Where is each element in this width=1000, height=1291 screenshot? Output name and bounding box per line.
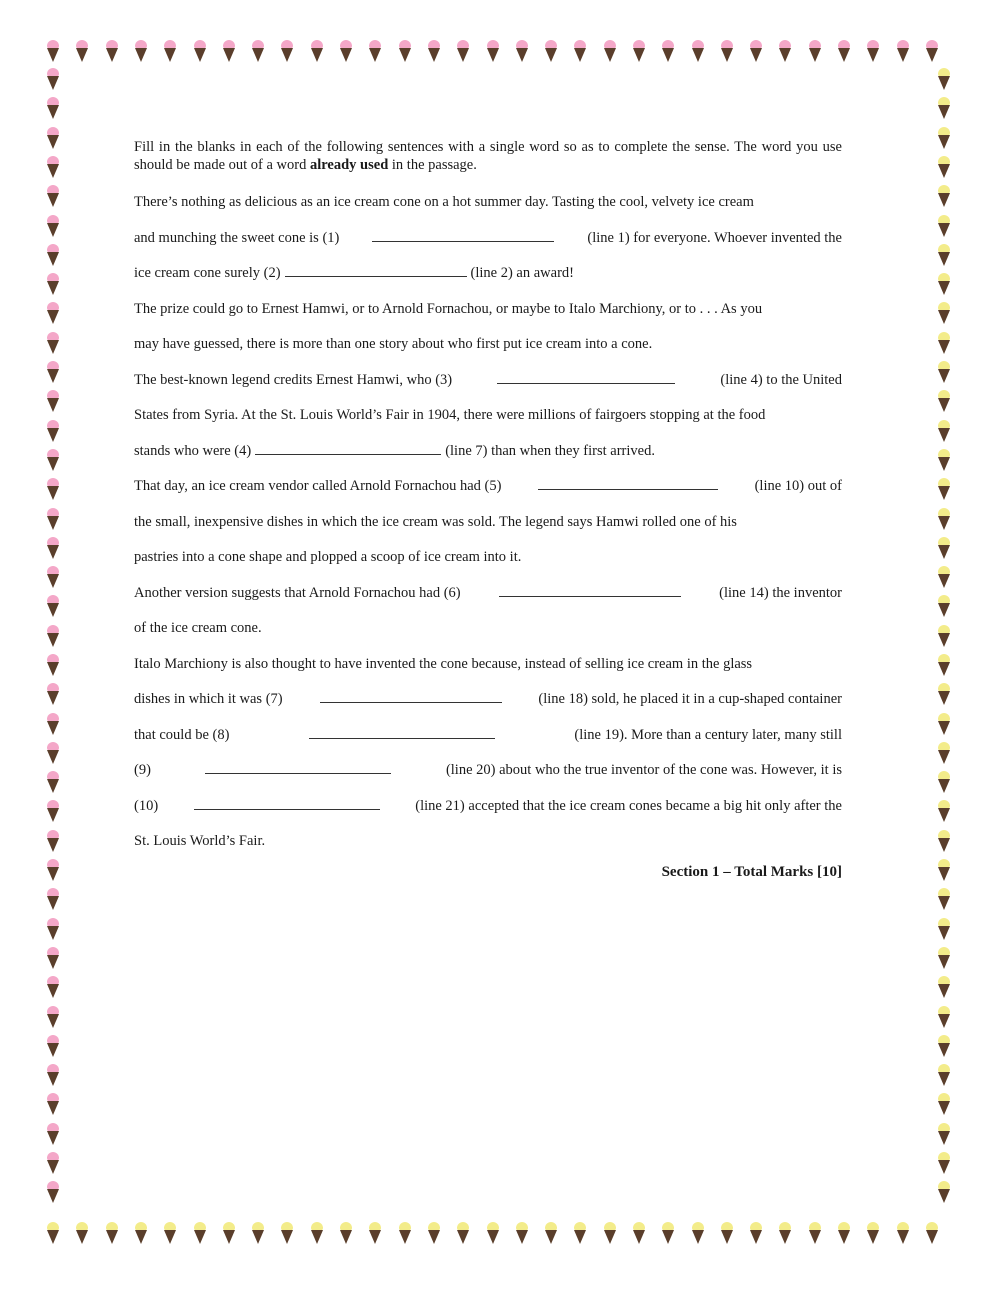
ice-cream-cone-icon: [938, 332, 950, 354]
ice-cream-cone-icon: [938, 947, 950, 969]
ice-cream-cone-icon: [164, 1222, 176, 1244]
ice-cream-cone-icon: [47, 537, 59, 559]
line-text: (line 10) out of: [754, 478, 842, 494]
ice-cream-cone-icon: [938, 625, 950, 647]
ice-cream-cone-icon: [369, 1222, 381, 1244]
ice-cream-cone-icon: [926, 40, 938, 62]
ice-cream-cone-icon: [938, 1064, 950, 1086]
ice-cream-cone-icon: [938, 566, 950, 588]
line-text: St. Louis World’s Fair.: [134, 833, 266, 849]
passage-line: [134, 579, 842, 615]
ice-cream-cone-icon: [938, 1093, 950, 1115]
ice-cream-cone-icon: [938, 302, 950, 324]
ice-cream-cone-icon: [47, 625, 59, 647]
line-text: Another version suggests that Arnold Fornachou had (6): [134, 584, 461, 601]
ice-cream-cone-icon: [838, 40, 850, 62]
ice-cream-cone-icon: [76, 40, 88, 62]
ice-cream-cone-icon: [938, 1123, 950, 1145]
ice-cream-cone-icon: [938, 127, 950, 149]
ice-cream-cone-icon: [938, 1006, 950, 1028]
ice-cream-cone-icon: [750, 1222, 762, 1244]
ice-cream-cone-icon: [369, 40, 381, 62]
ice-cream-cone-icon: [47, 420, 59, 442]
ice-cream-cone-icon: [47, 244, 59, 266]
ice-cream-cone-icon: [938, 273, 950, 295]
ice-cream-cone-icon: [76, 1222, 88, 1244]
ice-cream-cone-icon: [938, 713, 950, 735]
ice-cream-cone-icon: [938, 244, 950, 266]
line-text: (line 20) about who the true inventor of the cone was. However, it is: [445, 762, 842, 778]
ice-cream-cone-icon: [47, 478, 59, 500]
ice-cream-cone-icon: [604, 1222, 616, 1244]
ice-cream-cone-icon: [516, 40, 528, 62]
blank-5[interactable]: [538, 475, 718, 490]
ice-cream-cone-icon: [47, 361, 59, 383]
ice-cream-cone-icon: [938, 771, 950, 793]
ice-cream-cone-icon: [281, 1222, 293, 1244]
passage-line: [134, 259, 842, 295]
ice-cream-cone-icon: [938, 800, 950, 822]
ice-cream-cone-icon: [47, 976, 59, 998]
instructions-emphasis: already used: [309, 157, 389, 173]
ice-cream-cone-icon: [194, 40, 206, 62]
ice-cream-cone-icon: [867, 40, 879, 62]
passage-line: [134, 827, 842, 863]
ice-cream-cone-icon: [47, 40, 59, 62]
blank-2[interactable]: [285, 262, 467, 277]
line-text: that could be (8): [134, 726, 230, 743]
section-total: Section 1 – Total Marks [10]: [661, 864, 842, 880]
ice-cream-cone-icon: [938, 918, 950, 940]
ice-cream-cone-icon: [47, 1152, 59, 1174]
ice-cream-cone-icon: [809, 40, 821, 62]
ice-cream-cone-icon: [223, 1222, 235, 1244]
ice-cream-cone-icon: [106, 40, 118, 62]
ice-cream-cone-icon: [604, 40, 616, 62]
ice-cream-cone-icon: [428, 40, 440, 62]
line-text: Italo Marchiony is also thought to have invented the cone because, instead of selling ice cream in the glass: [134, 655, 753, 672]
ice-cream-cone-icon: [779, 1222, 791, 1244]
ice-cream-cone-icon: [47, 1181, 59, 1203]
ice-cream-cone-icon: [938, 595, 950, 617]
line-text: and munching the sweet cone is (1): [134, 229, 340, 246]
instructions: [134, 138, 842, 174]
line-text: stands who were (4): [134, 442, 252, 459]
passage-line: [134, 472, 842, 508]
ice-cream-cone-icon: [938, 449, 950, 471]
ice-cream-cone-icon: [47, 390, 59, 412]
ice-cream-cone-icon: [938, 1181, 950, 1203]
line-text: (line 14) the inventor: [719, 584, 842, 601]
ice-cream-cone-icon: [47, 1006, 59, 1028]
ice-cream-cone-icon: [938, 1152, 950, 1174]
ice-cream-cone-icon: [938, 654, 950, 676]
line-text: That day, an ice cream vendor called Arnold Fornachou had (5): [134, 478, 502, 494]
ice-cream-cone-icon: [938, 185, 950, 207]
ice-cream-cone-icon: [47, 595, 59, 617]
ice-cream-cone-icon: [938, 683, 950, 705]
line-text: (line 1) for everyone. Whoever invented the: [587, 229, 842, 246]
line-text: (line 21) accepted that the ice cream cones became a big hit only after the: [415, 797, 842, 814]
ice-cream-cone-icon: [311, 1222, 323, 1244]
ice-cream-cone-icon: [574, 40, 586, 62]
blank-6[interactable]: [499, 582, 681, 597]
line-text: may have guessed, there is more than one story about who first put ice cream into a cone.: [134, 336, 653, 352]
ice-cream-cone-icon: [47, 713, 59, 735]
passage-line: [134, 508, 842, 544]
ice-cream-cone-icon: [223, 40, 235, 62]
passage-line: [134, 330, 842, 366]
ice-cream-cone-icon: [897, 40, 909, 62]
ice-cream-cone-icon: [47, 1222, 59, 1244]
passage-line: [134, 437, 842, 473]
blank-10[interactable]: [194, 795, 380, 810]
ice-cream-cone-icon: [692, 40, 704, 62]
ice-cream-cone-icon: [938, 888, 950, 910]
ice-cream-cone-icon: [516, 1222, 528, 1244]
ice-cream-cone-icon: [47, 68, 59, 90]
ice-cream-cone-icon: [47, 273, 59, 295]
ice-cream-cone-icon: [867, 1222, 879, 1244]
line-text: States from Syria. At the St. Louis World’s Fair in 1904, there were millions of fairgoers stopping at the food: [134, 407, 766, 423]
blank-7[interactable]: [320, 688, 502, 703]
passage-line: [134, 401, 842, 437]
ice-cream-cone-icon: [938, 859, 950, 881]
line-text: There’s nothing as delicious as an ice cream cone on a hot summer day. Tasting the cool, velvety ice cream: [134, 194, 754, 210]
ice-cream-cone-icon: [399, 40, 411, 62]
worksheet-content: [134, 138, 842, 863]
ice-cream-cone-icon: [47, 332, 59, 354]
passage-line: [134, 756, 842, 792]
ice-cream-cone-icon: [47, 566, 59, 588]
ice-cream-cone-icon: [938, 537, 950, 559]
line-text: (line 4) to the United: [720, 371, 842, 388]
ice-cream-cone-icon: [938, 390, 950, 412]
blank-8[interactable]: [309, 724, 495, 739]
ice-cream-cone-icon: [164, 40, 176, 62]
ice-cream-cone-icon: [938, 156, 950, 178]
line-text: of the ice cream cone.: [134, 620, 262, 636]
ice-cream-cone-icon: [399, 1222, 411, 1244]
ice-cream-cone-icon: [135, 40, 147, 62]
ice-cream-cone-icon: [47, 888, 59, 910]
ice-cream-cone-icon: [340, 1222, 352, 1244]
ice-cream-cone-icon: [809, 1222, 821, 1244]
instructions-text-end: in the passage.: [388, 157, 477, 173]
passage-line: [134, 650, 842, 686]
ice-cream-cone-icon: [47, 215, 59, 237]
ice-cream-cone-icon: [926, 1222, 938, 1244]
ice-cream-cone-icon: [721, 40, 733, 62]
line-text: ice cream cone surely (2): [134, 265, 281, 281]
ice-cream-cone-icon: [47, 918, 59, 940]
ice-cream-cone-icon: [47, 800, 59, 822]
passage-line: [134, 792, 842, 828]
ice-cream-cone-icon: [252, 40, 264, 62]
ice-cream-cone-icon: [779, 40, 791, 62]
line-text: (9): [134, 762, 151, 778]
ice-cream-cone-icon: [340, 40, 352, 62]
ice-cream-cone-icon: [47, 449, 59, 471]
ice-cream-cone-icon: [311, 40, 323, 62]
ice-cream-cone-icon: [938, 508, 950, 530]
ice-cream-cone-icon: [47, 683, 59, 705]
ice-cream-cone-icon: [662, 40, 674, 62]
line-text: The prize could go to Ernest Hamwi, or to Arnold Fornachou, or maybe to Italo Marchiony, or to . . . As you: [134, 300, 763, 317]
ice-cream-cone-icon: [487, 40, 499, 62]
ice-cream-cone-icon: [47, 302, 59, 324]
ice-cream-cone-icon: [106, 1222, 118, 1244]
line-text: (10): [134, 797, 159, 814]
line-text: (line 7) than when they first arrived.: [445, 442, 655, 459]
passage-line: [134, 685, 842, 721]
ice-cream-cone-icon: [47, 1064, 59, 1086]
instructions-text: Fill in the blanks in each of the following sentences with a single word so as to complete the sense. The word you use should be made out of a word: [134, 139, 842, 173]
ice-cream-cone-icon: [47, 1093, 59, 1115]
ice-cream-cone-icon: [47, 771, 59, 793]
ice-cream-cone-icon: [633, 1222, 645, 1244]
ice-cream-cone-icon: [47, 156, 59, 178]
ice-cream-cone-icon: [938, 830, 950, 852]
ice-cream-cone-icon: [252, 1222, 264, 1244]
ice-cream-cone-icon: [47, 742, 59, 764]
ice-cream-cone-icon: [47, 947, 59, 969]
passage-line: [134, 614, 842, 650]
ice-cream-cone-icon: [938, 215, 950, 237]
ice-cream-cone-icon: [692, 1222, 704, 1244]
ice-cream-cone-icon: [838, 1222, 850, 1244]
ice-cream-cone-icon: [750, 40, 762, 62]
ice-cream-cone-icon: [662, 1222, 674, 1244]
ice-cream-cone-icon: [938, 68, 950, 90]
ice-cream-cone-icon: [938, 478, 950, 500]
ice-cream-cone-icon: [938, 97, 950, 119]
ice-cream-cone-icon: [47, 127, 59, 149]
ice-cream-cone-icon: [938, 420, 950, 442]
ice-cream-cone-icon: [47, 97, 59, 119]
line-text: The best-known legend credits Ernest Hamwi, who (3): [134, 371, 453, 388]
ice-cream-cone-icon: [487, 1222, 499, 1244]
ice-cream-cone-icon: [938, 742, 950, 764]
blank-4[interactable]: [255, 440, 441, 455]
line-text: (line 2) an award!: [470, 265, 574, 281]
ice-cream-cone-icon: [721, 1222, 733, 1244]
line-text: dishes in which it was (7): [134, 691, 283, 707]
ice-cream-cone-icon: [135, 1222, 147, 1244]
blank-3[interactable]: [497, 369, 675, 384]
ice-cream-cone-icon: [47, 1123, 59, 1145]
ice-cream-cone-icon: [938, 976, 950, 998]
passage-line: [134, 295, 842, 331]
ice-cream-cone-icon: [938, 361, 950, 383]
ice-cream-cone-icon: [47, 859, 59, 881]
passage-line: [134, 543, 842, 579]
ice-cream-cone-icon: [938, 1035, 950, 1057]
ice-cream-cone-icon: [47, 654, 59, 676]
line-text: (line 18) sold, he placed it in a cup-shaped container: [538, 691, 842, 707]
ice-cream-cone-icon: [457, 40, 469, 62]
ice-cream-cone-icon: [281, 40, 293, 62]
ice-cream-cone-icon: [194, 1222, 206, 1244]
ice-cream-cone-icon: [47, 830, 59, 852]
ice-cream-cone-icon: [574, 1222, 586, 1244]
ice-cream-cone-icon: [457, 1222, 469, 1244]
ice-cream-cone-icon: [545, 40, 557, 62]
ice-cream-cone-icon: [633, 40, 645, 62]
passage-line: [134, 366, 842, 402]
ice-cream-cone-icon: [47, 185, 59, 207]
passage-line: [134, 188, 842, 224]
line-text: the small, inexpensive dishes in which the ice cream was sold. The legend says Hamwi rolled one of his: [134, 513, 737, 530]
line-text: pastries into a cone shape and plopped a scoop of ice cream into it.: [134, 549, 522, 565]
passage-line: [134, 721, 842, 757]
blank-1[interactable]: [372, 227, 554, 242]
blank-9[interactable]: [205, 759, 391, 774]
ice-cream-cone-icon: [47, 508, 59, 530]
passage-line: [134, 224, 842, 260]
ice-cream-cone-icon: [47, 1035, 59, 1057]
ice-cream-cone-icon: [545, 1222, 557, 1244]
ice-cream-cone-icon: [897, 1222, 909, 1244]
line-text: (line 19). More than a century later, many still: [574, 726, 842, 743]
ice-cream-cone-icon: [428, 1222, 440, 1244]
